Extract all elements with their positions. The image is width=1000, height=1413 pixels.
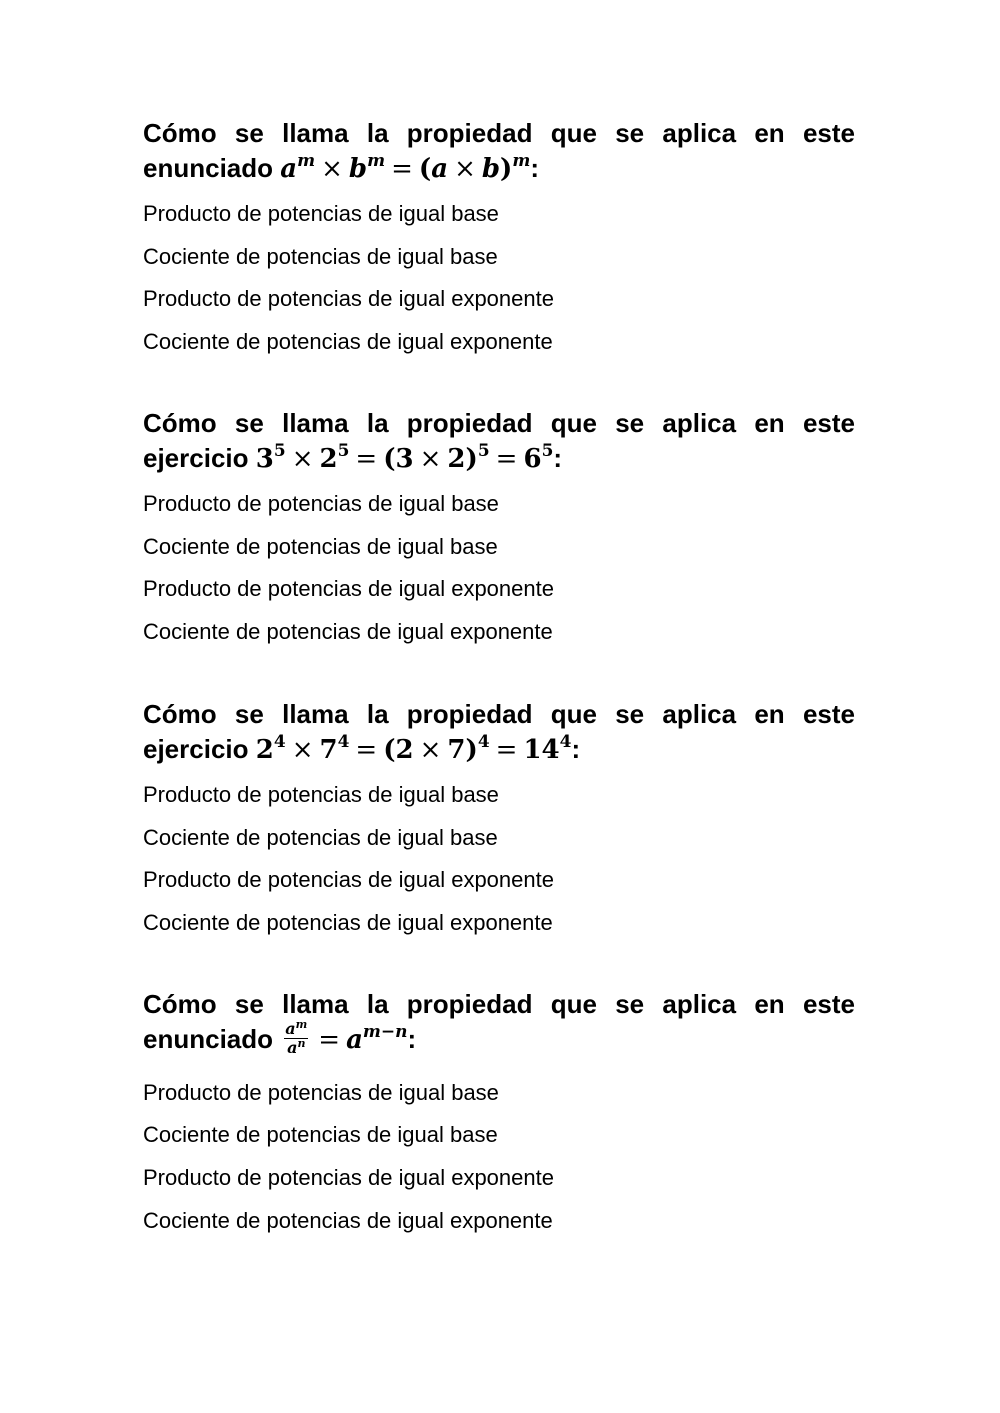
stem-colon: : — [530, 153, 540, 183]
stem-colon: : — [407, 1024, 417, 1054]
answer-option[interactable]: Cociente de potencias de igual exponente — [143, 1207, 553, 1233]
formula: $\frac{a^m}{a^n}$ = $a^{m-n}$ — [285, 1017, 408, 1057]
question-stem-line — [143, 151, 855, 187]
question-stem — [143, 697, 855, 768]
question-stem — [143, 116, 855, 187]
answer-option[interactable]: Producto de potencias de igual base — [143, 201, 499, 226]
stem-prefix: enunciado — [143, 1024, 274, 1054]
question-stem-line: Cómo se llama la propiedad que se aplica en este — [143, 118, 855, 148]
answer-options — [143, 1072, 855, 1243]
answer-options — [143, 193, 855, 364]
answer-option[interactable]: Cociente de potencias de igual base — [143, 533, 498, 559]
stem-prefix: ejercicio — [143, 734, 249, 764]
answer-options — [143, 483, 855, 654]
question-2 — [143, 406, 855, 654]
answer-option[interactable]: Producto de potencias de igual base — [143, 1079, 499, 1105]
question-1 — [143, 116, 855, 364]
stem-colon: : — [553, 443, 563, 473]
answer-option[interactable]: Producto de potencias de igual exponente — [143, 576, 554, 602]
answer-options — [143, 774, 855, 945]
question-stem — [143, 406, 855, 477]
question-stem-line: Cómo se llama la propiedad que se aplica en este — [143, 989, 855, 1019]
answer-option[interactable]: Producto de potencias de igual exponente — [143, 867, 554, 893]
question-3 — [143, 697, 855, 945]
answer-option[interactable]: Cociente de potencias de igual base — [143, 824, 498, 850]
stem-prefix: enunciado — [143, 153, 274, 183]
answer-option[interactable]: Producto de potencias de igual base — [143, 782, 499, 807]
answer-option[interactable]: Producto de potencias de igual base — [143, 491, 499, 516]
answer-option[interactable]: Producto de potencias de igual exponente — [143, 286, 554, 312]
question-stem — [143, 987, 855, 1060]
answer-option[interactable]: Cociente de potencias de igual base — [143, 243, 498, 269]
formula: $2^4 \times 7^4 = (2 \times 7)^4 = 14^4$ — [255, 732, 572, 765]
answer-option[interactable]: Cociente de potencias de igual exponente — [143, 910, 553, 936]
fraction: $\frac{a^m}{a^n}$ — [285, 1017, 308, 1057]
question-4 — [143, 987, 855, 1242]
question-stem-line — [143, 732, 855, 768]
question-stem-line: Cómo se llama la propiedad que se aplica en este — [143, 699, 855, 729]
question-stem-line — [143, 441, 855, 477]
answer-option[interactable]: Cociente de potencias de igual exponente — [143, 329, 553, 355]
stem-colon: : — [571, 734, 581, 764]
formula: $3^5 \times 2^5 = (3 \times 2)^5 = 6^5$ — [255, 441, 554, 474]
answer-option[interactable]: Producto de potencias de igual exponente — [143, 1164, 554, 1190]
question-stem-line: Cómo se llama la propiedad que se aplica en este — [143, 408, 855, 438]
answer-option[interactable]: Cociente de potencias de igual base — [143, 1122, 498, 1148]
formula: $a^m \times b^m = (a \times b)^m$ — [280, 151, 531, 184]
stem-prefix: ejercicio — [143, 443, 249, 473]
question-stem-line — [143, 1017, 855, 1060]
answer-option[interactable]: Cociente de potencias de igual exponente — [143, 619, 553, 645]
